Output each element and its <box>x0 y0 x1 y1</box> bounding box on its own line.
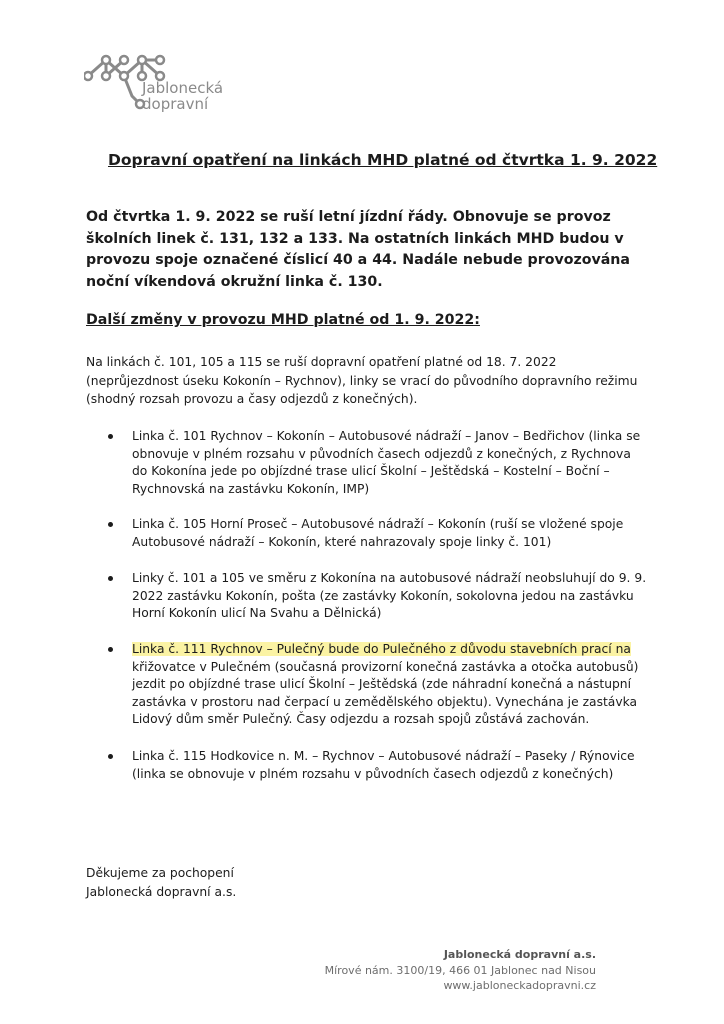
signature-line: Jablonecká dopravní a.s. <box>86 885 237 899</box>
list-item <box>108 428 648 498</box>
list-item-continuation: křižovatce v Pulečném (současná provizorní konečná zastávka a otočka autobusů) jezdit po objízdné trase ulicí Školní – Ještědská (zde náhradní konečná a nástupní zastávka v prostoru nad čerpací u zemědělského objektu). Vynechána je zastávka Lidový dům směr Pulečný. Časy odjezdu a rozsah spojů zůstává zachován. <box>132 659 639 726</box>
logo-wordmark <box>142 80 223 112</box>
bullet-dot <box>108 522 113 527</box>
logo-line-1: Jablonecká <box>142 79 224 97</box>
footer-address: Mírové nám. 3100/19, 466 01 Jablonec nad Nisou <box>324 963 596 977</box>
highlighted-text: Linka č. 111 Rychnov – Pulečný bude do Pulečného z důvodu stavebních prací na <box>132 642 631 656</box>
bullet-dot <box>108 434 113 439</box>
changes-paragraph: Na linkách č. 101, 105 a 115 se ruší dopravní opatření platné od 18. 7. 2022 (neprůjezdnost úseku Kokonín – Rychnov), linky se vrací do původního dopravního režimu (shodný rozsah provozu a časy odjezdů z konečných). <box>86 355 638 406</box>
footer <box>325 947 596 994</box>
section-subtitle: Další změny v provozu MHD platné od 1. 9. 2022: <box>86 312 480 328</box>
bullet-dot <box>108 647 113 652</box>
list-item <box>108 641 648 729</box>
logo-line-2: dopravní <box>142 95 209 113</box>
list-item-text: Linka č. 105 Horní Proseč – Autobusové nádraží – Kokonín (ruší se vložené spoje Autobusové nádraží – Kokonín, které nahrazovaly spoje linky č. 101) <box>132 517 624 549</box>
list-item <box>108 748 648 783</box>
bullet-dot <box>108 754 113 759</box>
list-item <box>108 570 648 623</box>
intro-paragraph: Od čtvrtka 1. 9. 2022 se ruší letní jízdní řády. Obnovuje se provoz školních linek č. 131, 132 a 133. Na ostatních linkách MHD budou v provozu spoje označené číslicí 40 a 44. Nadále nebude provozována noční víkendová okružní linka č. 130. <box>86 209 630 290</box>
bullet-dot <box>108 576 113 581</box>
footer-website[interactable]: www.jabloneckadopravni.cz <box>443 979 596 992</box>
list-item-text: Linka č. 115 Hodkovice n. M. – Rychnov – Autobusové nádraží – Paseky / Rýnovice (linka se obnovuje v plném rozsahu v původních časech odjezdů z konečných) <box>132 749 635 781</box>
list-item <box>108 516 648 551</box>
list-item-text: Linky č. 101 a 105 ve směru z Kokonína na autobusové nádraží neobsluhují do 9. 9. 2022 zastávku Kokonín, pošta (ze zastávky Kokonín, sokolovna jedou na zastávku Horní Kokonín ulicí Na Svahu a Dělnická) <box>132 571 647 620</box>
thanks-line: Děkujeme za pochopení <box>86 866 234 880</box>
list-item-text: Linka č. 101 Rychnov – Kokonín – Autobusové nádraží – Janov – Bedřichov (linka se obnovuje v plném rozsahu v původních časech odjezdů z konečných, z Rychnova do Kokonína jede po objízdné trase ulicí Školní – Ještědská – Kostelní – Boční – Rychnovská na zastávku Kokonín, IMP) <box>132 429 641 496</box>
closing-note <box>86 864 236 902</box>
list-item-text <box>132 641 648 729</box>
footer-company: Jablonecká dopravní a.s. <box>443 948 596 961</box>
page-title: Dopravní opatření na linkách MHD platné od čtvrtka 1. 9. 2022 <box>108 151 658 169</box>
